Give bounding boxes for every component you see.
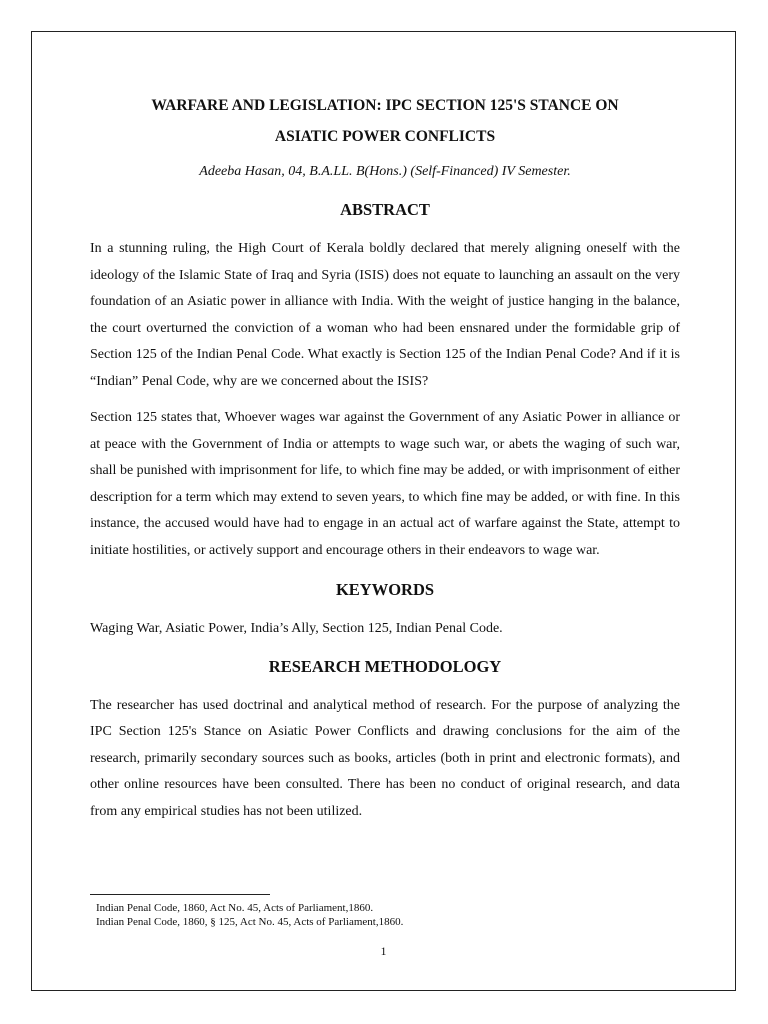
abstract-paragraph-2: Section 125 states that, Whoever wages war against the Government of any Asiatic Power in alliance or at peace with the Government of India or attempts to wage such war, or abets the waging of such war, shall be punished with imprisonment for life, to which fine may be added, or with imprisonment of either description for a term which may extend to seven years, to which fine may be added, or with fine. In this instance, the accused would have had to engage in an actual act of warfare against the State, attempt to initiate hostilities, or actively support and encourage others in their endeavors to wage war. xyxy=(90,410,680,558)
methodology-text: The researcher has used doctrinal and analytical method of research. For the purpose of analyzing the IPC Section 125's Stance on Asiatic Power Conflicts and drawing conclusions for the aim of the research, primarily secondary sources such as books, articles (both in print and electronic formats), and other online resources have been consulted. There has been no conduct of original research, and data from any empirical studies has not been utilized. xyxy=(90,697,680,819)
footnote-2: Indian Penal Code, 1860, § 125, Act No. 45, Acts of Parliament,1860. xyxy=(96,916,404,928)
methodology-heading: RESEARCH METHODOLOGY xyxy=(268,656,502,676)
keywords-text: Waging War, Asiatic Power, India’s Ally, Section 125, Indian Penal Code. xyxy=(90,621,503,636)
footnote-divider xyxy=(90,894,270,895)
abstract-paragraph-1: In a stunning ruling, the High Court of Kerala boldly declared that merely aligning oneself with the ideology of the Islamic State of Iraq and Syria (ISIS) does not equate to launching an assault on the very foundation of an Asiatic power in alliance with India. With the weight of justice hanging in the balance, the court overturned the conviction of a woman who had been ensnared under the formidable grip of Section 125 of the Indian Penal Code. What exactly is Section 125 of the Indian Penal Code? And if it is “Indian” Penal Code, why are we concerned about the ISIS? xyxy=(90,241,680,389)
document-page xyxy=(31,31,736,991)
page-number: 1 xyxy=(380,944,387,958)
document-title-line-2: ASIATIC POWER CONFLICTS xyxy=(274,128,496,145)
footnotes xyxy=(96,901,696,929)
footnote-1: Indian Penal Code, 1860, Act No. 45, Acts of Parliament,1860. xyxy=(96,902,374,914)
abstract-heading: ABSTRACT xyxy=(340,200,430,219)
keywords-heading: KEYWORDS xyxy=(335,580,435,599)
document-title-line-1: WARFARE AND LEGISLATION: IPC SECTION 125'S STANCE ON xyxy=(151,97,619,114)
author-line: Adeeba Hasan, 04, B.A.LL. B(Hons.) (Self-Financed) IV Semester. xyxy=(199,164,571,179)
page-content xyxy=(90,90,680,825)
